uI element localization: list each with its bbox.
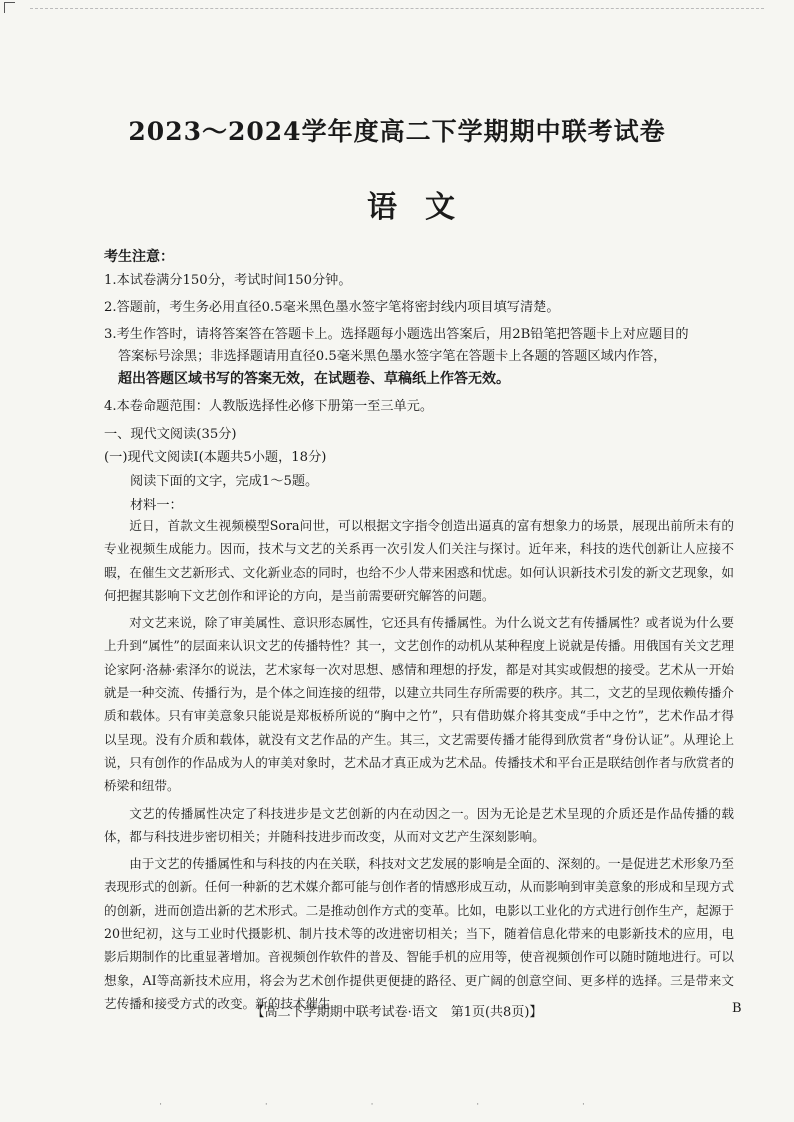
exam-title: 2023～2024学年度高二下学期期中联考试卷: [128, 117, 666, 146]
notice-item-line-bold: 超出答题区域书写的答案无效，在试题卷、草稿纸上作答无效。: [118, 371, 510, 387]
binding-line: [30, 8, 764, 9]
notice-item: 4.本卷命题范围：人教版选择性必修下册第一至三单元。: [104, 399, 434, 414]
notice-item: 1.本试卷满分150分，考试时间150分钟。: [104, 273, 352, 288]
passage-paragraph: 文艺的传播属性决定了科技进步是文艺创新的内在动因之一。因为无论是艺术呈现的介质还是作品传播的载体，都与科技进步密切相关；并随科技进步而改变，从而对文艺产生深刻影响。: [104, 805, 734, 844]
notice-heading: 考生注意：: [104, 249, 174, 265]
passage-paragraph: 对文艺来说，除了审美属性、意识形态属性，它还具有传播属性。为什么说文艺有传播属性？或者说为什么要上升到“属性”的层面来认识文艺的传播特性？其一，文艺创作的动机从某种程度上说就是传播。用俄国有关文艺理论家阿·洛赫·索泽尔的说法，艺术家每一次对思想、感情和理想的抒发，都是对其实或假想的接受。艺术从一开始就是一种交流、传播行为，是个体之间连接的纽带，以建立共同生存所需要的秩序。其二，文艺的呈现依赖传播介质和载体。只有审美意象只能说是郑板桥所说的“胸中之竹”，只有借助媒介将其变成“手中之竹”，艺术作品才得以呈现。没有介质和载体，就没有文艺作品的产生。其三，文艺需要传播才能得到欣赏者“身份认证”。从理论上说，只有创作的作品成为人的审美对象时，艺术品才真正成为艺术品。传播技术和平台正是联结创作者与欣赏者的桥梁和纽带。: [104, 615, 734, 794]
passage-paragraph: 由于文艺的传播属性和与科技的内在关联，科技对文艺发展的影响是全面的、深刻的。一是促进艺术形象乃至表现形式的创新。任何一种新的艺术媒介都可能与创作者的情感形成互动，从而影响到审美意象的形成和呈现方式的创新，进而创造出新的艺术形式。二是推动创作方式的变革。比如，电影以工业化的方式进行创作生产，起源于20世纪初，这与工业时代摄影机、制片技术等的改进密切相关；当下，随着信息化带来的电影新技术的应用，电影后期制作的比重显著增加。音视频创作软件的普及、智能手机的应用等，使音视频创作可以随时随地进行。可以想象，AI等高新技术应用，将会为艺术创作提供更便捷的路径、更广阔的创意空间、更多样的选择。三是带来文艺传播和接受方式的改变。新的技术催生: [104, 856, 734, 1011]
subsection-heading: (一)现代文阅读Ⅰ(本题共5小题，18分): [104, 450, 327, 465]
notice-item: 2.答题前，考生务必用直径0.5毫米黑色墨水签字笔将密封线内项目填写清楚。: [104, 300, 560, 315]
section-heading: 一、现代文阅读(35分): [104, 427, 237, 442]
page-footer: 【高二下学期期中联考试卷·语文 第1页(共8页)】: [251, 1005, 543, 1020]
reading-instruction: 阅读下面的文字，完成1～5题。: [130, 474, 319, 489]
candidate-notice: [104, 246, 704, 423]
notice-item: [104, 324, 704, 391]
scan-dots: · · · · ·: [159, 1100, 635, 1110]
material-label: 材料一：: [130, 498, 183, 513]
notice-item-line: 答案标号涂黑；非选择题请用直径0.5毫米黑色墨水签字笔在答题卡上各题的答题区域内作答，: [118, 349, 667, 364]
passage-paragraph: 近日，首款文生视频模型Sora问世，可以根据文字指令创造出逼真的富有想象力的场景，展现出前所未有的专业视频生成能力。因而，技术与文艺的关系再一次引发人们关注与探讨。近年来，科技的迭代创新让人应接不暇，在催生文艺新形式、文化新业态的同时，也给不少人带来困惑和忧虑。如何认识新技术引发的新文艺现象，如何把握其影响下文艺创作和评论的方向，是当前需要研究解答的问题。: [104, 518, 734, 603]
paper-code: B: [732, 1001, 742, 1016]
reading-passage: [104, 514, 734, 1019]
corner-crop-mark: [4, 2, 15, 13]
subject-title: 语文: [367, 190, 483, 225]
notice-item-line: 3.考生作答时，请将答案答在答题卡上。选择题每小题选出答案后，用2B铅笔把答题卡上对应题目的: [104, 327, 689, 342]
